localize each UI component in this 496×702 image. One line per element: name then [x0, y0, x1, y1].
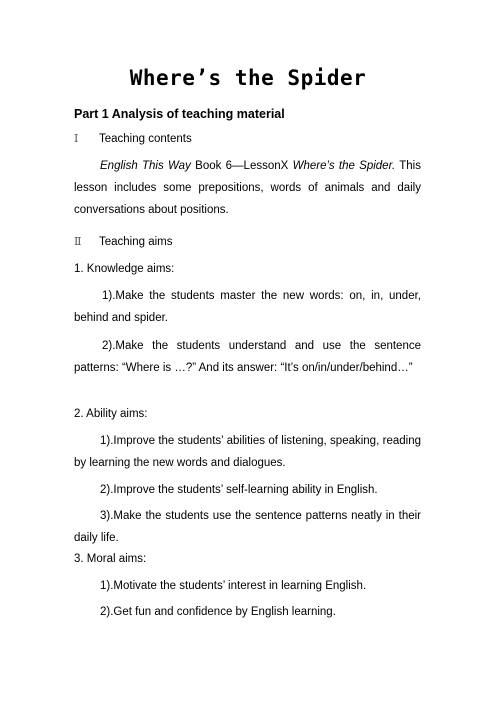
knowledge-aims-heading: 1. Knowledge aims: [74, 263, 175, 275]
lesson-title: Where’s the Spider. [292, 160, 396, 172]
moral-aims-heading: 3. Moral aims: [74, 553, 147, 565]
book-info: Book 6—LessonX [190, 160, 293, 172]
moral-aim-item: 1).Motivate the students’ interest in learning English. [100, 580, 367, 592]
book-title: English This Way [100, 160, 191, 172]
ability-aim-item: 2).Improve the students’ self-learning ability in English. [100, 484, 378, 496]
section-teaching-aims [74, 235, 173, 248]
knowledge-aim-item: 1).Make the students master the new words: on, in, under, behind and spider. [74, 290, 421, 324]
document-title: Where’s the Spider [129, 66, 367, 90]
section-label: Teaching aims [99, 236, 173, 248]
section-teaching-contents [74, 132, 192, 145]
part1-heading: Part 1 Analysis of teaching material [74, 107, 285, 121]
section-label: Teaching contents [99, 133, 192, 145]
teaching-contents-paragraph [74, 155, 421, 221]
ability-aims-heading: 2. Ability aims: [74, 408, 148, 420]
ability-aim-item: 3).Make the students use the sentence patterns neatly in their daily life. [74, 510, 421, 544]
section-numeral: Ⅰ [74, 132, 79, 145]
moral-aim-item: 2).Get fun and confidence by English learning. [100, 606, 336, 618]
lesson-description: This lesson includes some prepositions, words of animals and daily conversations about positions. [74, 160, 421, 216]
section-numeral: Ⅱ [74, 235, 82, 248]
ability-aim-item: 1).Improve the students’ abilities of listening, speaking, reading by learning the new words and dialogues. [74, 435, 421, 469]
knowledge-aim-item: 2).Make the students understand and use the sentence patterns: “Where is …?” And its answer: “It’s on/in/under/behind…” [74, 340, 421, 374]
